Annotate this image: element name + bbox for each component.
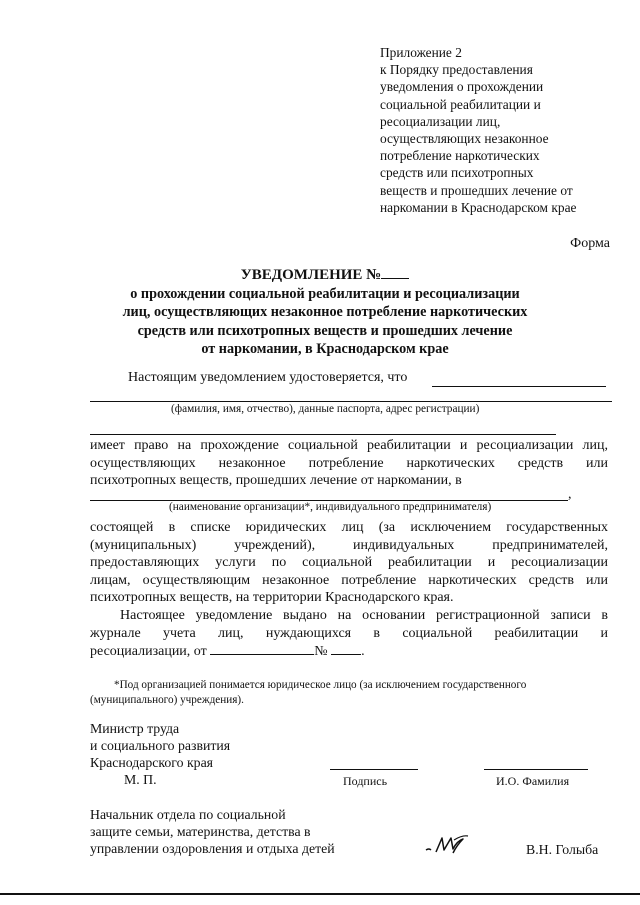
title-line: от наркомании, в Краснодарском крае bbox=[201, 341, 449, 358]
name-line bbox=[484, 769, 588, 770]
footnote bbox=[90, 678, 612, 708]
seal-label: М. П. bbox=[124, 772, 157, 787]
appendix-line: осуществляющих незаконное bbox=[380, 131, 549, 147]
text-line: журнале учета лиц, нуждающихся в социальной реабилитации и bbox=[90, 625, 608, 641]
appendix-line: к Порядку предоставления bbox=[380, 62, 533, 78]
title-heading-text: УВЕДОМЛЕНИЕ № bbox=[240, 267, 382, 283]
appendix-block bbox=[380, 44, 630, 216]
signature-line bbox=[330, 769, 418, 770]
text-line: лицам, осуществляющим незаконное потребление наркотических средств или bbox=[90, 572, 608, 588]
title-heading bbox=[60, 265, 590, 285]
caption-org: (наименование организации*, индивидуального предпринимателя) bbox=[169, 501, 492, 513]
text-line: (муниципальных) учреждений), индивидуальных предпринимателей, bbox=[90, 537, 608, 553]
paragraph-rights bbox=[90, 437, 608, 490]
appendix-line: уведомления о прохождении bbox=[380, 79, 544, 95]
minister-line: Краснодарского края bbox=[90, 755, 214, 770]
number-sign: № bbox=[314, 644, 328, 660]
text-line: состоящей в списке юридических лиц (за исключением государственных bbox=[90, 520, 608, 535]
text-line: предоставляющих услуги по социальной реабилитации и ресоциализации bbox=[90, 555, 608, 571]
text-line: психотропных веществ, прошедших лечение от наркомании, в bbox=[90, 473, 462, 489]
appendix-line: наркомании в Краснодарском крае bbox=[380, 199, 577, 215]
person-blank-line-3 bbox=[90, 434, 556, 435]
minister-line: и социального развития bbox=[90, 738, 231, 753]
name-caption: И.О. Фамилия bbox=[496, 774, 570, 788]
record-number-blank bbox=[331, 642, 361, 655]
appendix-line: потребление наркотических bbox=[380, 148, 540, 164]
caption-person: (фамилия, имя, отчество), данные паспорта, адрес регистрации) bbox=[171, 403, 480, 415]
person-blank-line-2 bbox=[90, 401, 612, 402]
minister-title bbox=[90, 720, 230, 771]
text-line-last bbox=[90, 642, 608, 661]
head-title bbox=[90, 806, 335, 857]
intro-text: Настоящим уведомлением удостоверяется, что bbox=[128, 370, 408, 385]
title-line: лиц, осуществляющих незаконное потребление наркотических bbox=[122, 304, 528, 321]
period: . bbox=[361, 644, 365, 660]
head-line: Начальник отдела по социальной bbox=[90, 807, 286, 822]
footnote-text: *Под организацией понимается юридическое лицо (за исключением государственного (муниципального) учреждения). bbox=[90, 679, 527, 706]
handwritten-signature-icon bbox=[424, 832, 476, 862]
text-line: Настоящее уведомление выдано на основании регистрационной записи в bbox=[120, 608, 608, 623]
title-line: о прохождении социальной реабилитации и ресоциализации bbox=[130, 285, 520, 302]
head-line: управлении оздоровления и отдыха детей bbox=[90, 841, 335, 856]
issued-prefix: ресоциализации, от bbox=[90, 644, 207, 660]
appendix-line: Приложение 2 bbox=[380, 45, 462, 60]
date-blank bbox=[210, 642, 314, 655]
document-title bbox=[60, 265, 590, 359]
number-blank bbox=[381, 265, 409, 279]
appendix-line: социальной реабилитации и bbox=[380, 96, 541, 112]
appendix-line: веществ и прошедших лечение от bbox=[380, 182, 573, 198]
bottom-border bbox=[0, 893, 640, 895]
head-line: защите семьи, материнства, детства в bbox=[90, 824, 311, 839]
appendix-line: средств или психотропных bbox=[380, 165, 534, 181]
text-line: психотропных веществ, на территории Краснодарского края. bbox=[90, 590, 454, 606]
form-label: Форма bbox=[570, 236, 610, 251]
minister-line: Министр труда bbox=[90, 721, 180, 736]
appendix-line: ресоциализации лиц, bbox=[380, 113, 501, 129]
text-line: осуществляющих незаконное потребление наркотических средств или bbox=[90, 455, 608, 471]
signature-caption: Подпись bbox=[343, 774, 388, 788]
paragraph-issued bbox=[90, 607, 608, 661]
text-line: имеет право на прохождение социальной реабилитации и ресоциализации лиц, bbox=[90, 438, 608, 453]
person-blank-line bbox=[432, 386, 606, 387]
paragraph-registry bbox=[90, 519, 608, 607]
head-name: В.Н. Голыба bbox=[526, 842, 599, 857]
comma: , bbox=[568, 487, 572, 502]
title-line: средств или психотропных веществ и прошедших лечение bbox=[137, 322, 513, 339]
